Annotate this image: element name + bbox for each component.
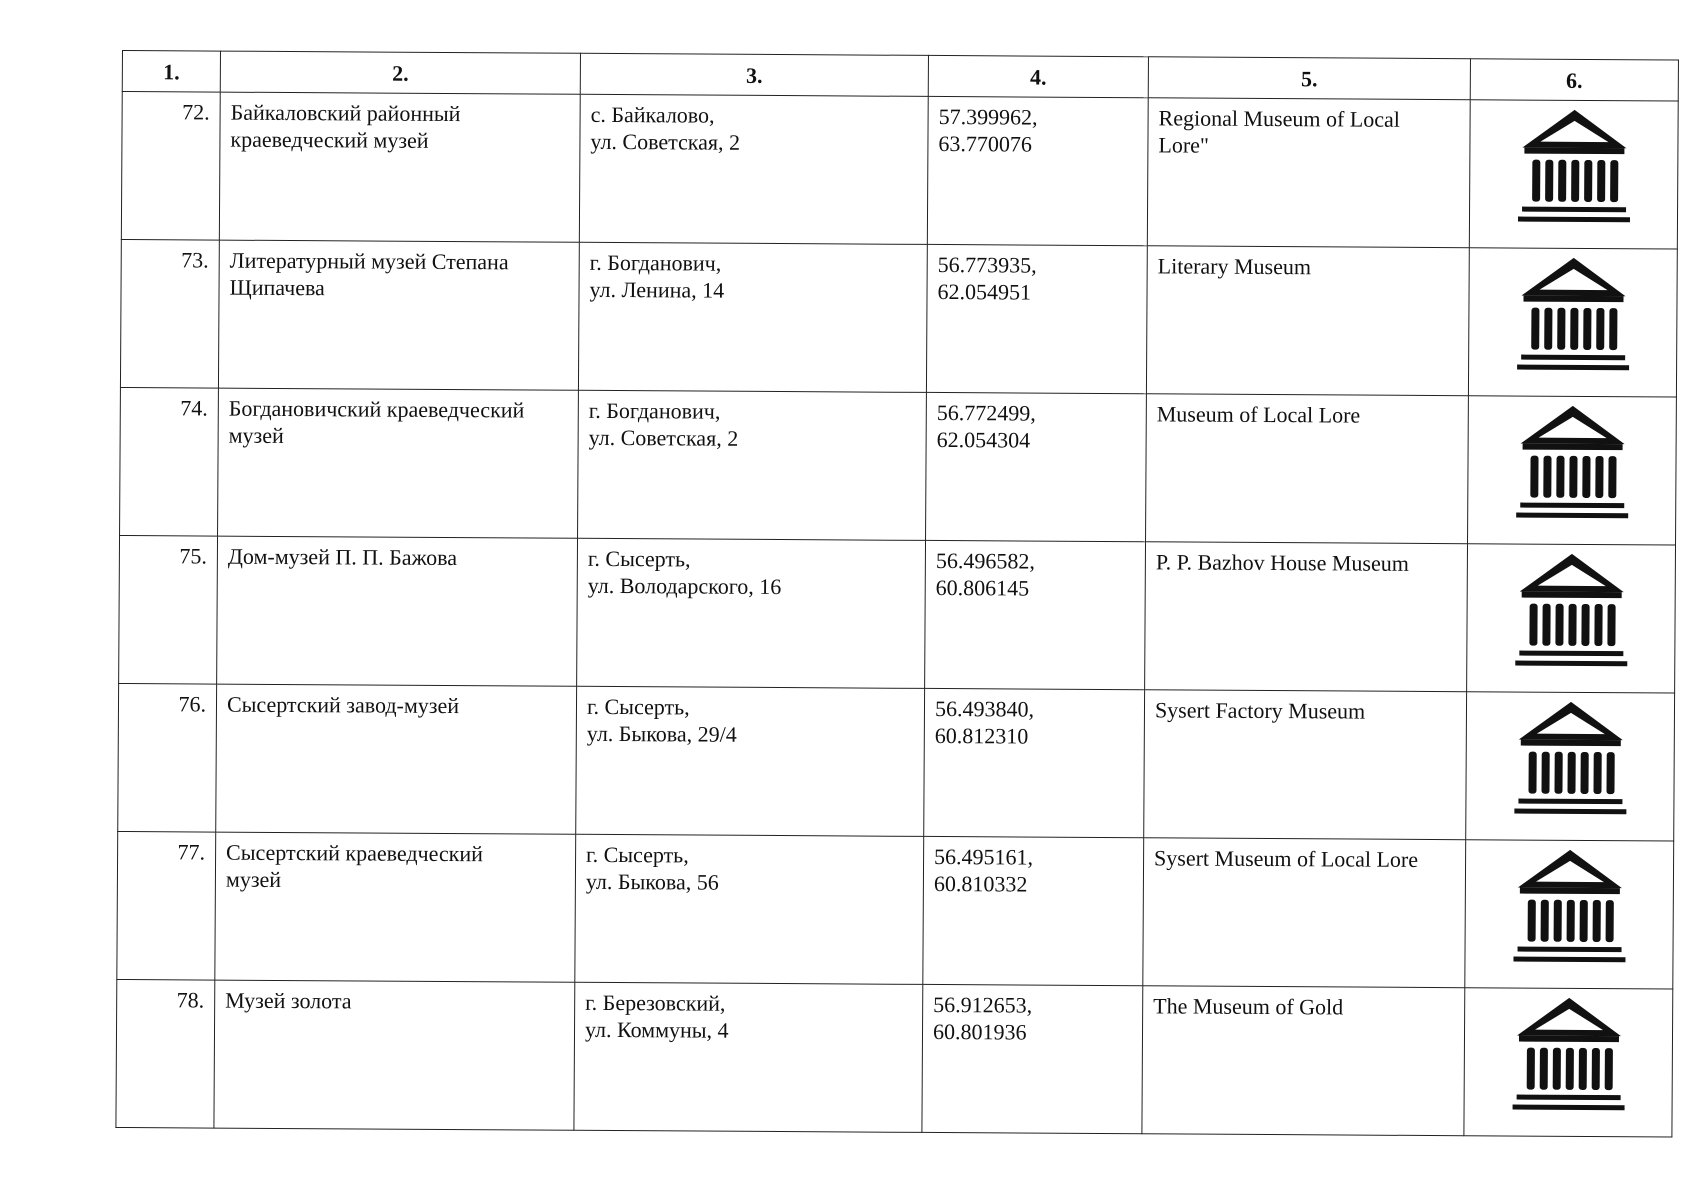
cell-english-name-line: The Museum of Gold	[1153, 993, 1344, 1020]
cell-address-line: ул. Быкова, 56	[585, 868, 719, 895]
cell-english-name	[1146, 246, 1469, 396]
cell-english-name	[1145, 542, 1468, 692]
cell-icon	[1464, 988, 1673, 1137]
table-row	[118, 683, 1675, 841]
cell-coordinates	[926, 392, 1147, 541]
cell-address-line: г. Березовский,	[585, 989, 726, 1016]
cell-address-line: с. Байкалово,	[590, 101, 715, 128]
cell-coordinates-line: 60.801936	[932, 1018, 1027, 1045]
cell-museum-name-line: Сысертский завод-музей	[226, 691, 460, 719]
cell-coordinates	[922, 984, 1143, 1133]
cell-address	[577, 538, 926, 688]
header-col-6: 6.	[1470, 59, 1678, 101]
cell-english-name-line: P. P. Bazhov House Museum	[1155, 549, 1409, 576]
table-row	[120, 239, 1677, 397]
cell-coordinates-line: 56.493840,	[934, 695, 1035, 722]
table-body	[116, 92, 1678, 1137]
cell-museum-name	[218, 240, 579, 390]
museum-icon	[1514, 403, 1631, 522]
cell-address	[576, 686, 925, 836]
cell-english-name-line: Lore"	[1158, 132, 1210, 158]
cell-museum-name	[219, 92, 580, 242]
cell-museum-name-line: Байкаловский районный	[230, 99, 461, 127]
cell-address-line: г. Сысерть,	[586, 841, 689, 868]
cell-address-line: ул. Коммуны, 4	[584, 1016, 729, 1043]
table-row	[121, 92, 1678, 250]
cell-address	[575, 834, 924, 984]
cell-icon	[1468, 248, 1677, 397]
header-col-5: 5.	[1148, 57, 1470, 100]
cell-english-name	[1147, 98, 1470, 248]
cell-coordinates-line: 56.912653,	[933, 991, 1033, 1018]
cell-icon	[1467, 544, 1676, 693]
cell-icon	[1468, 396, 1677, 545]
cell-coordinates-line: 60.810332	[933, 870, 1028, 897]
cell-english-name-line: Sysert Museum of Local Lore	[1154, 845, 1419, 872]
cell-icon	[1465, 840, 1674, 989]
cell-icon	[1466, 692, 1675, 841]
cell-address-line: ул. Советская, 2	[590, 128, 741, 155]
cell-number: 78.	[116, 979, 215, 1128]
cell-number: 72.	[121, 92, 220, 241]
museum-icon	[1511, 847, 1628, 966]
cell-museum-name-line: Музей золота	[225, 987, 352, 1014]
table-row	[117, 831, 1674, 989]
table-row	[119, 535, 1676, 693]
cell-address-line: ул. Ленина, 14	[589, 276, 725, 303]
cell-address	[574, 982, 923, 1132]
cell-coordinates-line: 62.054304	[936, 426, 1031, 453]
cell-coordinates-line: 60.812310	[934, 722, 1029, 749]
cell-english-name	[1143, 838, 1466, 988]
cell-coordinates-line: 57.399962,	[938, 103, 1038, 130]
cell-coordinates-line: 56.773935,	[937, 251, 1037, 278]
cell-address	[578, 242, 927, 392]
cell-coordinates	[927, 96, 1148, 245]
cell-coordinates	[923, 836, 1144, 985]
cell-english-name-line: Sysert Factory Museum	[1154, 697, 1366, 724]
cell-museum-name-line: краеведческий музей	[230, 126, 429, 153]
table-row	[120, 387, 1677, 545]
cell-museum-name-line: Сысертский краеведческий	[226, 839, 484, 867]
header-col-4: 4.	[928, 55, 1148, 97]
cell-number: 77.	[117, 831, 216, 980]
header-col-3: 3.	[580, 53, 928, 96]
cell-museum-name-line: Богдановичский краеведческий	[228, 395, 525, 423]
museum-icon	[1512, 699, 1629, 818]
cell-english-name-line: Museum of Local Lore	[1156, 401, 1361, 428]
cell-english-name	[1144, 690, 1467, 840]
cell-coordinates-line: 60.806145	[935, 574, 1030, 601]
cell-coordinates-line: 56.496582,	[935, 547, 1035, 574]
cell-coordinates-line: 56.772499,	[936, 399, 1036, 426]
cell-icon	[1469, 100, 1678, 249]
cell-address	[578, 390, 927, 540]
cell-museum-name-line: Дом-музей П. П. Бажова	[227, 543, 458, 571]
cell-number: 75.	[119, 535, 218, 684]
header-col-2: 2.	[220, 51, 580, 94]
cell-english-name-line: Literary Museum	[1157, 253, 1312, 280]
cell-coordinates-line: 56.495161,	[934, 843, 1034, 870]
cell-museum-name	[218, 388, 579, 538]
cell-english-name	[1146, 394, 1469, 544]
header-col-1: 1.	[122, 51, 220, 93]
museum-icon	[1510, 995, 1627, 1114]
cell-number: 76.	[118, 683, 217, 832]
cell-address-line: г. Сысерть,	[587, 545, 691, 572]
cell-address-line: г. Богданович,	[589, 249, 722, 276]
cell-coordinates-line: 62.054951	[937, 278, 1032, 305]
cell-museum-name-line: музей	[228, 422, 284, 448]
museum-icon	[1515, 255, 1632, 374]
cell-address-line: ул. Володарского, 16	[587, 572, 782, 600]
cell-address-line: г. Богданович,	[588, 397, 721, 424]
cell-english-name	[1142, 986, 1465, 1136]
cell-museum-name	[215, 832, 576, 982]
cell-coordinates	[925, 540, 1146, 689]
museums-table	[115, 50, 1679, 1137]
cell-address-line: ул. Быкова, 29/4	[586, 720, 737, 747]
cell-coordinates	[926, 244, 1147, 393]
cell-address-line: г. Сысерть,	[586, 693, 690, 720]
cell-coordinates-line: 63.770076	[938, 130, 1033, 157]
cell-museum-name	[214, 980, 575, 1130]
cell-coordinates	[924, 688, 1145, 837]
museum-icon	[1513, 551, 1630, 670]
museum-icon	[1515, 107, 1632, 226]
cell-number: 74.	[120, 387, 219, 536]
cell-museum-name	[217, 536, 578, 686]
cell-museum-name-line: Литературный музей Степана	[229, 247, 509, 275]
cell-museum-name	[216, 684, 577, 834]
cell-english-name-line: Regional Museum of Local	[1158, 105, 1401, 132]
cell-number: 73.	[120, 239, 219, 388]
cell-museum-name-line: музей	[225, 866, 282, 892]
cell-address-line: ул. Советская, 2	[588, 424, 739, 451]
cell-address	[579, 94, 928, 244]
table-row	[116, 979, 1673, 1137]
cell-museum-name-line: Щипачева	[229, 274, 325, 301]
